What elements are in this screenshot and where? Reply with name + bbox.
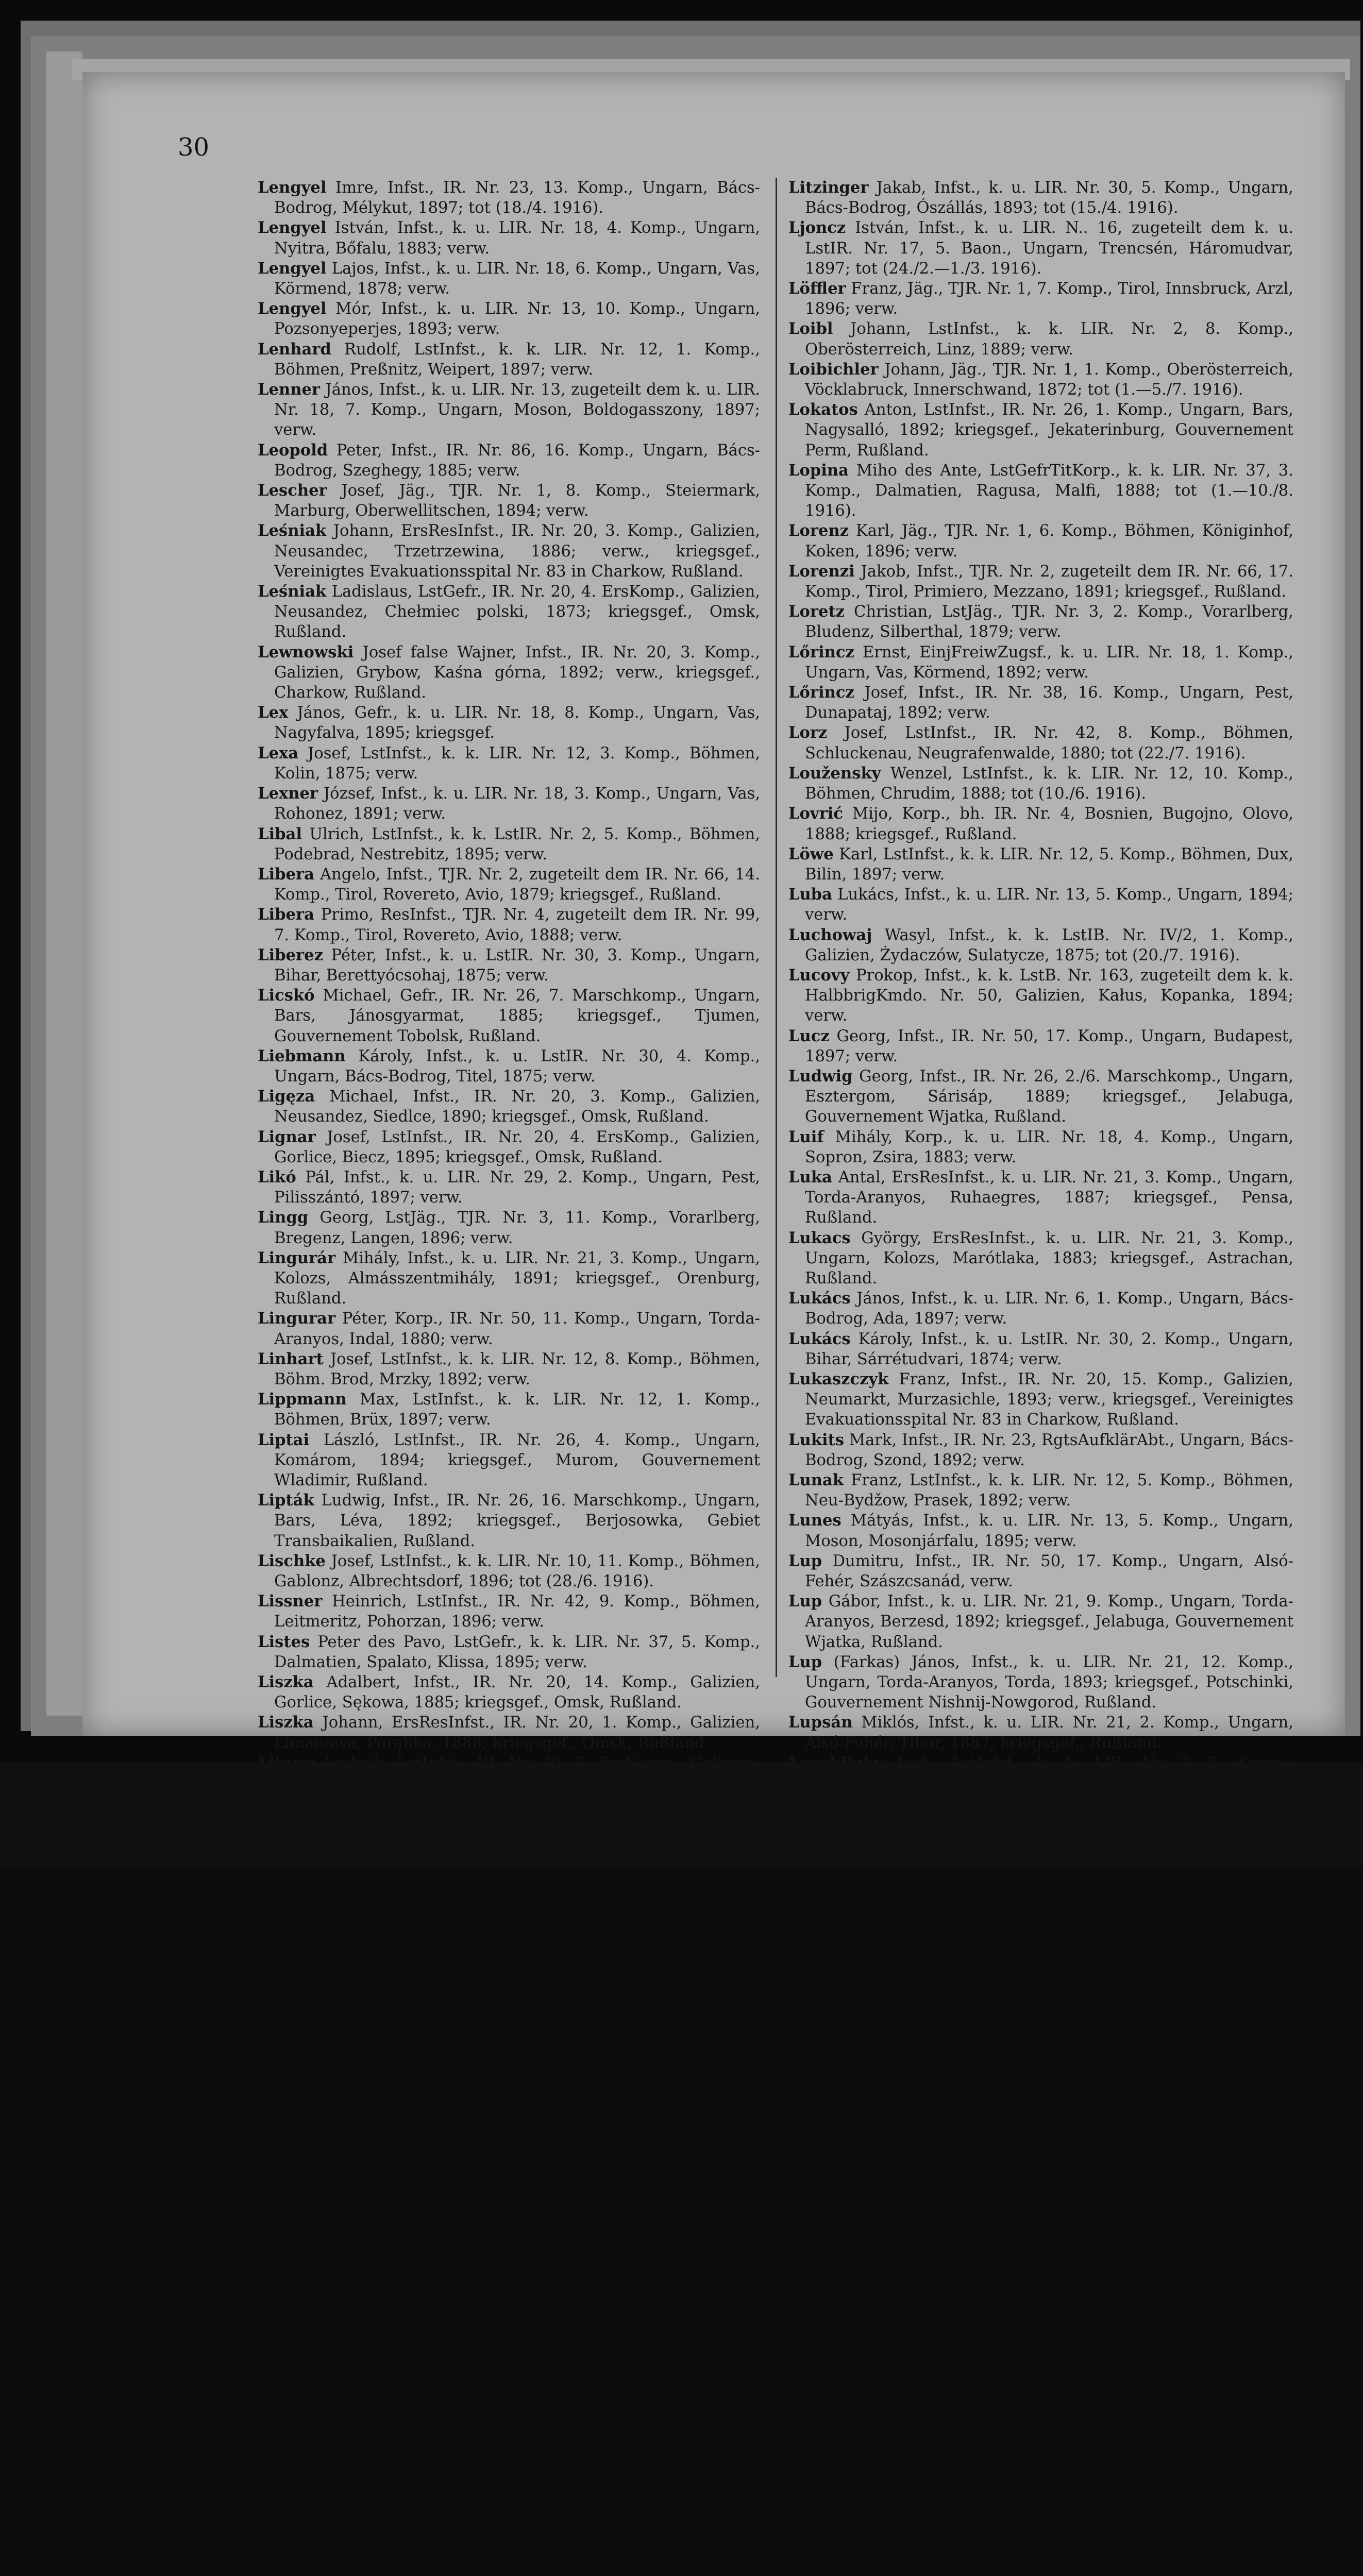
entry-details: Miklós, Infst., k. u. LIR. Nr. 21, 2. Komp., Ungarn, Alsó-Fehér, Tibor, 1887; kriegsgef., Rußland. (805, 1714, 1293, 1752)
entry-details: Karl, LstInfst., k. k. LIR. Nr. 12, 5. Komp., Böhmen, Dux, Bilin, 1897; verw. (805, 845, 1293, 884)
register-entry (258, 1713, 760, 1753)
entry-surname: Lovrić (788, 804, 844, 823)
entry-surname: Lingg (258, 1208, 309, 1227)
register-entry (258, 1551, 760, 1591)
entry-details: Angelo, Infst., TJR. Nr. 2, zugeteilt dem IR. Nr. 66, 14. Komp., Tirol, Rovereto, Avio, 1879; kriegsgef., Rußland. (274, 865, 760, 904)
entry-details: Josef, LstInfst., IR. Nr. 20, 4. ErsKomp., Galizien, Gorlice, Biecz, 1895; kriegsgef., Omsk, Rußland. (274, 1128, 760, 1166)
entry-details: Mihály, Infst., k. u. LIR. Nr. 21, 3. Komp., Ungarn, Kolozs, Almásszentmihály, 1891; kriegsgef., Orenburg, Rußland. (274, 1249, 760, 1308)
entry-surname: Lup (788, 1652, 822, 1671)
register-entry (788, 1127, 1293, 1167)
entry-details: Max, LstInfst., k. k. LIR. Nr. 12, 1. Komp., Böhmen, Brüx, 1897; verw. (274, 1391, 760, 1429)
entry-surname: Lingurár (258, 1248, 336, 1267)
entry-surname: Lipták (258, 1491, 314, 1510)
entry-details: László, LstInfst., IR. Nr. 26, 4. Komp., Ungarn, Komárom, 1894; kriegsgef., Murom, Gouvernement Wladimir, Rußland. (274, 1431, 760, 1489)
entry-details: Imre, Infst., IR. Nr. 23, 13. Komp., Ungarn, Bács-Bodrog, Mélykut, 1897; tot (18./4. 1916). (274, 179, 760, 217)
entry-details: Ernst, EinjFreiwZugsf., k. u. LIR. Nr. 18, 1. Komp., Ungarn, Vas, Körmend, 1892; verw. (805, 643, 1294, 682)
entry-details: Primo, ResInfst., TJR. Nr. 4, zugeteilt dem IR. Nr. 99, 7. Komp., Tirol, Rovereto, Avio, 1888; verw. (274, 906, 760, 944)
entry-surname: Luchowaj (788, 925, 872, 944)
entry-surname: Libera (258, 865, 314, 884)
entry-details: Georg, Infst., IR. Nr. 50, 17. Komp., Ungarn, Budapest, 1897; verw. (805, 1027, 1293, 1065)
entry-details: Mór, Infst., k. u. LIR. Nr. 13, 10. Komp., Ungarn, Pozsonyeperjes, 1893; verw. (274, 300, 761, 338)
register-entry (258, 178, 760, 218)
entry-surname: Luka (788, 1167, 832, 1187)
entry-surname: Litzinger (788, 178, 869, 197)
entry-details: Karl, Jäg., TJR. Nr. 1, 6. Komp., Böhmen, Königinhof, Koken, 1896; verw. (805, 522, 1293, 561)
entry-details: Michael, Gefr., IR. Nr. 26, 7. Marschkomp., Ungarn, Bars, Jánosgyarmat, 1885; kriegsgef., Tjumen, Gouvernement Tobolsk, Rußland. (274, 987, 760, 1045)
entry-details: Gábor, Infst., k. u. LIR. Nr. 21, 9. Komp., Ungarn, Torda-Aranyos, Berzesd, 1892; kriegsgef., Jelabuga, Gouvernement Wjatka, Rußland. (805, 1592, 1293, 1651)
entry-surname: Löwe (788, 844, 834, 863)
entry-surname: Luba (788, 885, 832, 904)
register-entry (788, 925, 1293, 965)
entry-details: Josef, Jäg., TJR. Nr. 1, 8. Komp., Steiermark, Marburg, Oberwellitschen, 1894; verw. (274, 482, 760, 520)
register-entry (788, 218, 1293, 279)
register-entry (788, 1329, 1293, 1369)
register-entry (258, 340, 760, 380)
register-entry (788, 1430, 1293, 1470)
register-entry (258, 1167, 760, 1208)
register-entry (258, 1309, 760, 1349)
entry-surname: Lex (258, 703, 289, 722)
register-entry (258, 784, 760, 824)
entry-details: Johann, Jäg., TJR. Nr. 1, 1. Komp., Oberösterreich, Vöcklabruck, Innerschwand, 1872; tot (1.—5./7. 1916). (805, 360, 1293, 399)
left-column (258, 178, 760, 1834)
entry-details: Pál, Infst., k. u. LIR. Nr. 29, 2. Komp., Ungarn, Pest, Pilisszántó, 1897; verw. (274, 1168, 760, 1207)
entry-details: János, Gefr., k. u. LIR. Nr. 18, 8. Komp., Ungarn, Vas, Nagyfalva, 1895; kriegsgef. (274, 704, 760, 742)
register-entry (258, 1248, 760, 1309)
register-entry (788, 1713, 1293, 1753)
entry-surname: Lopina (788, 461, 849, 480)
entry-surname: Lukits (788, 1430, 844, 1449)
entry-surname: Lőrincz (788, 642, 854, 662)
register-entry (258, 703, 760, 743)
entry-surname: Lokatos (788, 400, 858, 419)
register-entry (788, 844, 1293, 885)
register-entry (788, 642, 1293, 683)
register-entry (788, 1289, 1293, 1329)
register-entry (788, 562, 1293, 602)
entry-details: Jakob, Infst., TJR. Nr. 2, zugeteilt dem IR. Nr. 66, 17. Komp., Tirol, Primiero, Mezzano, 1891; kriegsgef., Rußland. (805, 562, 1293, 601)
entry-details: Rudolf, LstInfst., k. k. LIR. Nr. 12, 1. Komp., Böhmen, Preßnitz, Weipert, 1897; verw. (274, 340, 760, 379)
register-entry (788, 1511, 1293, 1551)
entry-details: (Farkas) János, Infst., k. u. LIR. Nr. 21, 12. Komp., Ungarn, Torda-Aranyos, Torda, 1893; kriegsgef., Potschinki, Gouvernement Nishnij-Nowgorod, Rußland. (805, 1653, 1293, 1712)
entry-details: Anton, LstInfst., IR. Nr. 26, 1. Komp., Ungarn, Bars, Nagysalló, 1892; kriegsgef., Jekaterinburg, Gouvernement Perm, Rußland. (805, 401, 1293, 460)
register-entry (788, 602, 1293, 642)
entry-surname: Ljoncz (788, 218, 846, 238)
entry-details: Johann, ErsResInfst., IR. Nr. 20, 3. Komp., Galizien, Neusandec, Trzetrzewina, 1886; verw., kriegsgef., Vereinigtes Evakuationsspital Nr. 83 in Charkow, Rußland. (274, 522, 760, 581)
entry-surname: Lengyel (258, 259, 327, 278)
entry-details: Peter, Infst., IR. Nr. 86, 16. Komp., Ungarn, Bács-Bodrog, Szeghegy, 1885; verw. (274, 441, 760, 480)
entry-surname: Lőrincz (788, 683, 854, 702)
entry-surname: Liszka (258, 1673, 314, 1692)
entry-details: Lajos, Infst., k. u. LIR. Nr. 18, 6. Komp., Ungarn, Vas, Körmend, 1878; verw. (274, 259, 760, 298)
entry-surname: Loibl (788, 319, 833, 338)
entry-surname: Linhart (258, 1349, 324, 1368)
entry-surname: Lengyel (258, 218, 327, 238)
entry-details: Peter des Pavo, LstGefr., k. k. LIR. Nr. 37, 5. Komp., Dalmatien, Spalato, Klissa, 1895; verw. (274, 1633, 760, 1671)
entry-details: Lukács, Infst., k. u. LIR. Nr. 13, 5. Komp., Ungarn, 1894; verw. (805, 886, 1293, 924)
register-entry (258, 299, 760, 339)
register-entry (788, 1591, 1293, 1652)
register-entry (788, 1369, 1293, 1430)
register-entry (258, 521, 760, 582)
register-entry (258, 380, 760, 440)
entry-surname: Liszka (258, 1713, 314, 1732)
entry-details: Johann, ErsResInfst., IR. Nr. 20, 1. Komp., Galizien, Limanowa, Porąbka, 1888; kriegsgef., Omsk, Rußland. (274, 1714, 760, 1752)
entry-details: Josef, LstInfst., k. k. LIR. Nr. 12, 8. Komp., Böhmen, Böhm. Brod, Mrzky, 1892; verw. (274, 1350, 760, 1388)
register-entry (258, 1087, 760, 1127)
register-entry (258, 1127, 760, 1167)
entry-surname: Lunak (788, 1471, 844, 1489)
entry-surname: Lorz (788, 723, 828, 742)
entry-surname: Lorenz (788, 521, 849, 540)
register-entry (258, 1208, 760, 1248)
register-entry (258, 1389, 760, 1430)
register-entry (258, 218, 760, 258)
entry-surname: Lunes (788, 1511, 842, 1530)
entry-details: István, Infst., k. u. LIR. Nr. 18, 4. Komp., Ungarn, Nyitra, Bőfalu, 1883; verw. (274, 219, 760, 258)
entry-details: Károly, Infst., k. u. LstIR. Nr. 30, 2. Komp., Ungarn, Bihar, Sárrétudvari, 1874; verw. (805, 1330, 1293, 1368)
entry-surname: Lenner (258, 380, 321, 399)
register-entry (788, 1228, 1293, 1289)
entry-surname: Liberez (258, 945, 323, 964)
entry-details: Mihály, Korp., k. u. LIR. Nr. 18, 4. Komp., Ungarn, Sopron, Zsira, 1883; verw. (805, 1128, 1293, 1166)
entry-details: Antal, ErsResInfst., k. u. LIR. Nr. 21, 3. Komp., Ungarn, Torda-Aranyos, Ruhaegres, 1887; kriegsgef., Pensa, Rußland. (805, 1168, 1293, 1227)
register-entry (788, 279, 1293, 319)
register-entry (258, 824, 760, 865)
register-entry (788, 360, 1293, 400)
register-entry (788, 521, 1293, 561)
entry-surname: Lingurar (258, 1309, 336, 1328)
entry-surname: Lissner (258, 1592, 323, 1611)
entry-surname: Lupsán (788, 1713, 853, 1732)
register-entry (788, 1167, 1293, 1228)
register-entry (788, 1652, 1293, 1713)
register-entry (788, 178, 1293, 218)
register-entry (258, 905, 760, 945)
entry-surname: Ligęza (258, 1087, 315, 1106)
entry-surname: Lippmann (258, 1390, 347, 1409)
entry-details: Josef, LstInfst., k. k. LIR. Nr. 10, 11. Komp., Böhmen, Gablonz, Albrechtsdorf, 1896; tot (28./6. 1916). (274, 1552, 760, 1591)
register-entry (258, 1349, 760, 1389)
entry-surname: Löffler (788, 279, 846, 298)
entry-details: Ladislaus, LstGefr., IR. Nr. 20, 4. ErsKomp., Galizien, Neusandez, Chełmiec polski, 1873; kriegsgef., Omsk, Rußland. (274, 583, 760, 641)
register-entry (258, 986, 760, 1046)
register-entry (258, 259, 760, 299)
entry-surname: Lukács (788, 1289, 851, 1308)
register-entry (258, 582, 760, 642)
entry-surname: Luif (788, 1127, 824, 1146)
register-entry (788, 764, 1293, 804)
entry-surname: Lup (788, 1551, 822, 1570)
entry-details: Miho des Ante, LstGefrTitKorp., k. k. LIR. Nr. 37, 3. Komp., Dalmatien, Ragusa, Malfi, 1888; tot (1.—10./8. 1916). (805, 461, 1293, 520)
register-entry (788, 1470, 1293, 1511)
register-entry (258, 945, 760, 986)
viewer-footer (0, 1762, 1363, 1868)
register-entry (258, 743, 760, 784)
entry-details: Josef false Wajner, Infst., IR. Nr. 20, 3. Komp., Galizien, Grybow, Kaśna górna, 1892; verw., kriegsgef., Charkow, Rußland. (274, 643, 760, 702)
register-entry (788, 1551, 1293, 1591)
register-entry (788, 683, 1293, 723)
entry-details: Heinrich, LstInfst., IR. Nr. 42, 9. Komp., Böhmen, Leitmeritz, Pohorzan, 1896; verw. (274, 1592, 760, 1631)
entry-surname: Leśniak (258, 521, 327, 540)
entry-surname: Libal (258, 824, 302, 843)
entry-surname: Lischke (258, 1551, 326, 1570)
register-entry (258, 865, 760, 905)
entry-surname: Loužensky (788, 764, 881, 783)
entry-surname: Liebmann (258, 1046, 346, 1065)
entry-surname: Lukaszczyk (788, 1369, 889, 1388)
page-number: 30 (178, 133, 210, 162)
entry-surname: Liptai (258, 1430, 310, 1449)
register-entry (258, 1046, 760, 1087)
entry-surname: Loretz (788, 602, 845, 621)
entry-surname: Lignar (258, 1127, 316, 1146)
entry-details: Franz, Jäg., TJR. Nr. 1, 7. Komp., Tirol, Innsbruck, Arzl, 1896; verw. (805, 280, 1293, 318)
entry-details: Wenzel, LstInfst., k. k. LIR. Nr. 12, 10. Komp., Böhmen, Chrudim, 1888; tot (10./6. 1916). (805, 764, 1293, 803)
register-entry (258, 1672, 760, 1713)
entry-details: Michael, Infst., IR. Nr. 20, 3. Komp., Galizien, Neusandez, Siedlce, 1890; kriegsgef., Omsk, Rußland. (274, 1088, 760, 1126)
entry-surname: Listes (258, 1632, 310, 1651)
column-divider (776, 178, 777, 1677)
register-entry (258, 642, 760, 703)
entry-details: József, Infst., k. u. LIR. Nr. 18, 3. Komp., Ungarn, Vas, Rohonez, 1891; verw. (274, 785, 760, 823)
register-entry (788, 461, 1293, 521)
entry-details: Wasyl, Infst., k. k. LstIB. Nr. IV/2, 1. Komp., Galizien, Żydaczów, Sulatycze, 1875; tot (20./7. 1916). (805, 926, 1294, 964)
register-entry (788, 319, 1293, 359)
entry-surname: Loibichler (788, 360, 879, 379)
entry-details: György, ErsResInfst., k. u. LIR. Nr. 21, 3. Komp., Ungarn, Kolozs, Marótlaka, 1883; kriegsgef., Astrachan, Rußland. (805, 1229, 1293, 1287)
register-entry (258, 1591, 760, 1632)
entry-details: János, Infst., k. u. LIR. Nr. 13, zugeteilt dem k. u. LIR. Nr. 18, 7. Komp., Ungarn, Moson, Boldogasszony, 1897; verw. (274, 381, 760, 439)
entry-details: Georg, Infst., IR. Nr. 26, 2./6. Marschkomp., Ungarn, Esztergom, Sárisáp, 1889; kriegsgef., Jelabuga, Gouvernement Wjatka, Rußland. (805, 1067, 1293, 1126)
entry-details: Mark, Infst., IR. Nr. 23, RgtsAufklärAbt., Ungarn, Bács-Bodrog, Szond, 1892; verw. (805, 1431, 1293, 1469)
register-entry (258, 440, 760, 481)
entry-surname: Lengyel (258, 178, 327, 197)
entry-details: Adalbert, Infst., IR. Nr. 20, 14. Komp., Galizien, Gorlice, Sękowa, 1885; kriegsgef., Omsk, Rußland. (274, 1673, 760, 1712)
right-column (788, 178, 1293, 1793)
entry-surname: Libera (258, 905, 314, 924)
register-entry (788, 1066, 1293, 1127)
register-entry (788, 804, 1293, 844)
register-entry (788, 400, 1293, 461)
entry-surname: Ludwig (788, 1066, 853, 1086)
entry-details: Ulrich, LstInfst., k. k. LstIR. Nr. 2, 5. Komp., Böhmen, Podebrad, Nestrebitz, 1895; verw. (274, 825, 760, 863)
entry-surname: Lenhard (258, 340, 331, 359)
entry-details: Christian, LstJäg., TJR. Nr. 3, 2. Komp., Vorarlberg, Bludenz, Silberthal, 1879; verw. (805, 603, 1293, 641)
entry-details: Mátyás, Infst., k. u. LIR. Nr. 13, 5. Komp., Ungarn, Moson, Mosonjárfalu, 1895; verw. (805, 1512, 1293, 1550)
entry-details: Johann, LstInfst., k. k. LIR. Nr. 2, 8. Komp., Oberösterreich, Linz, 1889; verw. (805, 320, 1293, 359)
register-entry (258, 1490, 760, 1551)
entry-details: Mijo, Korp., bh. IR. Nr. 4, Bosnien, Bugojno, Olovo, 1888; kriegsgef., Rußland. (805, 805, 1293, 843)
entry-details: Josef, LstInfst., IR. Nr. 42, 8. Komp., Böhmen, Schluckenau, Neugrafenwalde, 1880; tot (22./7. 1916). (805, 724, 1293, 762)
register-entry (788, 885, 1293, 925)
register-entry (788, 723, 1293, 763)
entry-details: István, Infst., k. u. LIR. N.. 16, zugeteilt dem k. u. LstIR. Nr. 17, 5. Baon., Ungarn, Trencsén, Háromudvar, 1897; tot (24./2.—1./3. 1916). (805, 219, 1293, 278)
register-entry (258, 1632, 760, 1672)
entry-surname: Lengyel (258, 299, 327, 318)
entry-details: Georg, LstJäg., TJR. Nr. 3, 11. Komp., Vorarlberg, Bregenz, Langen, 1896; verw. (274, 1209, 760, 1247)
paper-edge (46, 52, 82, 1716)
entry-surname: Likó (258, 1167, 296, 1187)
entry-details: Josef, LstInfst., k. k. LIR. Nr. 12, 3. Komp., Böhmen, Kolin, 1875; verw. (274, 744, 760, 783)
entry-surname: Lewnowski (258, 642, 354, 662)
entry-surname: Lucovy (788, 965, 850, 985)
entry-surname: Leopold (258, 440, 328, 460)
entry-surname: Lup (788, 1592, 822, 1611)
entry-details: Josef, Infst., IR. Nr. 38, 16. Komp., Ungarn, Pest, Dunapataj, 1892; verw. (805, 684, 1293, 722)
entry-details: Károly, Infst., k. u. LstIR. Nr. 30, 4. Komp., Ungarn, Bács-Bodrog, Titel, 1875; verw. (274, 1047, 760, 1086)
entry-surname: Lukács (788, 1329, 851, 1348)
entry-details: Franz, LstInfst., k. k. LIR. Nr. 12, 5. Komp., Böhmen, Neu-Bydžow, Prasek, 1892; verw. (805, 1471, 1293, 1510)
entry-surname: Leśniak (258, 582, 327, 601)
entry-details: Prokop, Infst., k. k. LstB. Nr. 163, zugeteilt dem k. k. HalbbrigKmdo. Nr. 50, Galizien, Kałus, Kopanka, 1894; verw. (805, 966, 1293, 1025)
entry-details: Péter, Infst., k. u. LstIR. Nr. 30, 3. Komp., Ungarn, Bihar, Berettyócsohaj, 1875; verw. (274, 946, 760, 985)
register-entry (788, 1026, 1293, 1066)
entry-details: Jakab, Infst., k. u. LIR. Nr. 30, 5. Komp., Ungarn, Bács-Bodrog, Ószállás, 1893; tot (15./4. 1916). (805, 179, 1293, 217)
register-entry (258, 1430, 760, 1491)
entry-details: Dumitru, Infst., IR. Nr. 50, 17. Komp., Ungarn, Alsó-Fehér, Szászcsanád, verw. (805, 1552, 1293, 1591)
entry-surname: Lorenzi (788, 562, 855, 581)
entry-details: János, Infst., k. u. LIR. Nr. 6, 1. Komp., Ungarn, Bács-Bodrog, Ada, 1897; verw. (805, 1290, 1293, 1328)
register-entry (258, 481, 760, 521)
entry-surname: Lukacs (788, 1228, 851, 1247)
entry-surname: Lucz (788, 1026, 830, 1045)
entry-surname: Licskó (258, 986, 315, 1005)
entry-details: Péter, Korp., IR. Nr. 50, 11. Komp., Ungarn, Torda-Aranyos, Indal, 1880; verw. (274, 1310, 760, 1348)
register-entry (788, 965, 1293, 1026)
entry-surname: Lexa (258, 743, 299, 762)
entry-details: Franz, Infst., IR. Nr. 20, 15. Komp., Galizien, Neumarkt, Murzasichle, 1893; verw., kriegsgef., Vereinigtes Evakuationsspital Nr. 83 in Charkow, Rußland. (805, 1370, 1293, 1429)
entry-details: Ludwig, Infst., IR. Nr. 26, 16. Marschkomp., Ungarn, Bars, Léva, 1892; kriegsgef., Berjosowka, Gebiet Transbaikalien, Rußland. (274, 1492, 760, 1550)
entry-surname: Lexner (258, 784, 318, 803)
entry-surname: Lescher (258, 481, 327, 500)
